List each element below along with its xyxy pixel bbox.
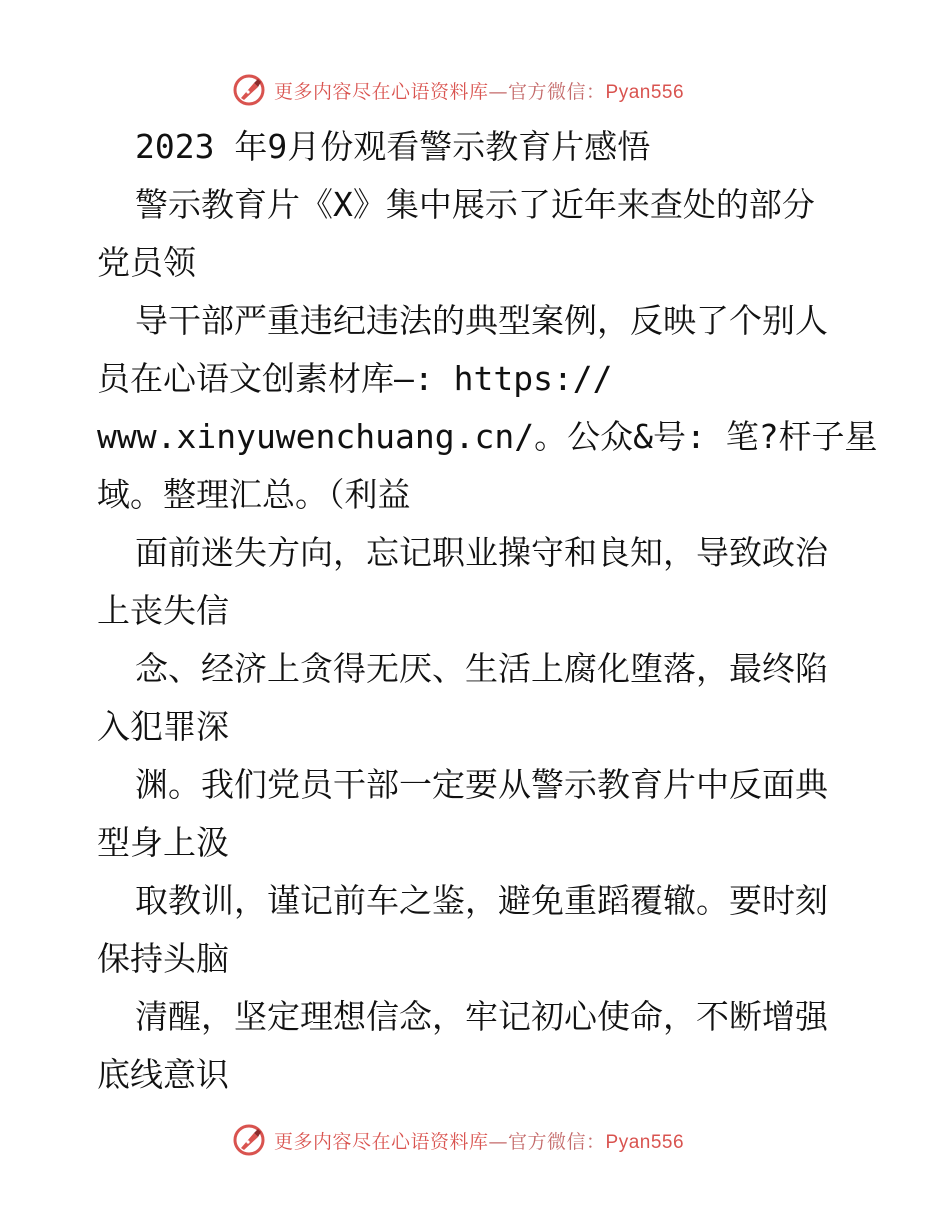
text-line: www.xinyuwenchuang.cn/。公众&号: 笔?杆子星 — [97, 417, 878, 456]
text-line: 导干部严重违纪违法的典型案例，反映了个别人 — [135, 301, 828, 340]
text-line: 域。整理汇总。（利益 — [97, 475, 411, 514]
text-line: 底线意识 — [97, 1055, 229, 1094]
text-line: 保持头脑 — [97, 939, 229, 978]
banner-wechat-label: 官方微信： — [508, 1130, 606, 1153]
banner-main-text: 更多内容尽在心语资料库 — [274, 1130, 489, 1153]
document-body — [97, 118, 878, 1104]
text-line: 党员领 — [97, 243, 196, 282]
text-line: 清醒，坚定理想信念，牢记初心使命，不断增强 — [135, 997, 828, 1036]
text-line: 念、经济上贪得无厌、生活上腐化堕落，最终陷 — [135, 649, 828, 688]
text-line: 上丧失信 — [97, 591, 229, 630]
pen-nib-circle-icon — [232, 73, 266, 107]
text-line: 警示教育片《X》集中展示了近年来查处的部分 — [135, 185, 815, 224]
text-line: 员在心语文创素材库—: https:// — [97, 359, 613, 398]
text-line: 渊。我们党员干部一定要从警示教育片中反面典 — [135, 765, 828, 804]
banner-dash: — — [488, 1130, 509, 1153]
footer-banner — [232, 1120, 684, 1160]
document-title: 2023 年9月份观看警示教育片感悟 — [135, 127, 651, 166]
banner-wechat-id: Pyan556 — [605, 81, 685, 103]
pen-nib-circle-icon — [232, 1123, 266, 1157]
text-line: 入犯罪深 — [97, 707, 229, 746]
header-banner — [232, 70, 684, 110]
banner-main-text: 更多内容尽在心语资料库 — [274, 80, 489, 103]
text-line: 型身上汲 — [97, 823, 229, 862]
banner-wechat-label: 官方微信： — [508, 80, 606, 103]
text-line: 取教训，谨记前车之鉴，避免重蹈覆辙。要时刻 — [135, 881, 828, 920]
banner-dash: — — [488, 80, 509, 103]
text-line: 面前迷失方向，忘记职业操守和良知，导致政治 — [135, 533, 828, 572]
banner-wechat-id: Pyan556 — [605, 1131, 685, 1153]
